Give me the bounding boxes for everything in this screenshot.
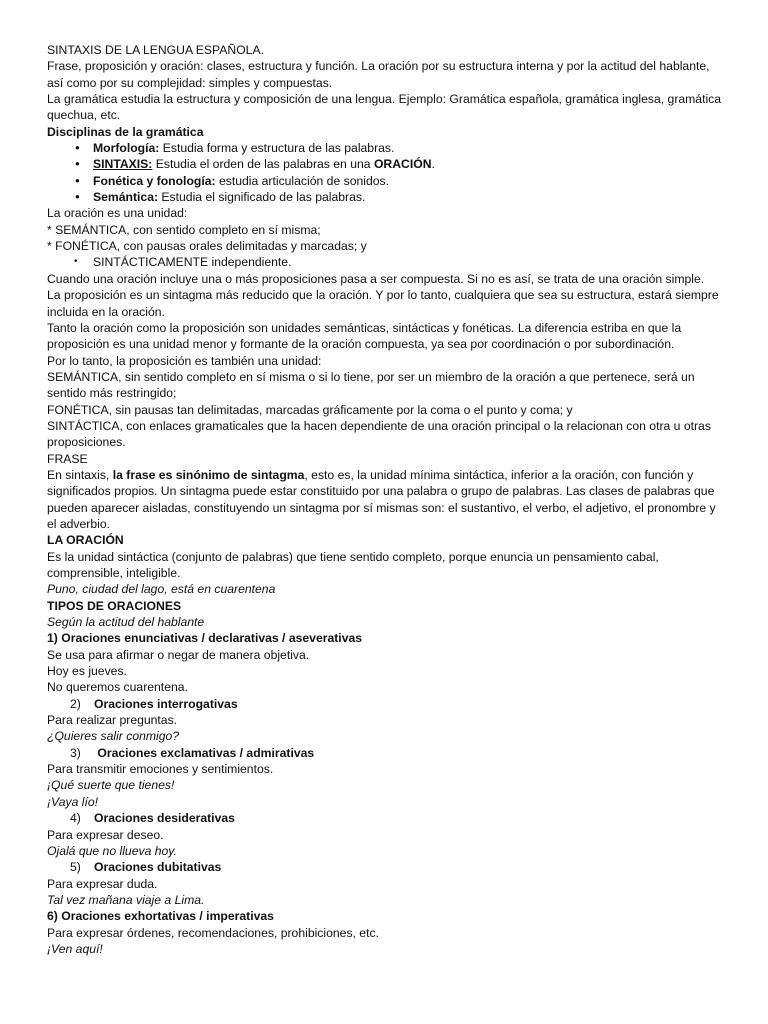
list-item-semantica [47, 189, 728, 205]
type-description: Para transmitir emociones y sentimientos. [47, 762, 274, 777]
paragraph: * SEMÁNTICA, con sentido completo en sí misma; [47, 222, 321, 237]
type-description: Para realizar preguntas. [47, 713, 178, 728]
number: 4) [70, 811, 81, 826]
number: 3) [70, 745, 81, 760]
example: Hoy es jueves. [47, 664, 127, 679]
paragraph: * FONÉTICA, con pausas orales delimitadas y marcadas; y [47, 239, 367, 254]
example: ¡Ven aquí! [47, 941, 103, 956]
example: ¿Quieres salir conmigo? [47, 729, 180, 744]
term: Semántica: [93, 190, 159, 205]
text: , esto es, la unidad mínima sintáctica, inferior a la oración, con función y significados propios. Un sintagma puede estar constituido por una palabra o grupo de palabras. Las clases de palabras que pueden aparecer aisladas, constituyendo un sintagma por sí mismas son: el sustantivo, el verbo, el adjetivo, el pronombre y el adverbio. [47, 467, 716, 531]
type-heading-5 [47, 859, 728, 875]
text: En sintaxis, [47, 467, 113, 482]
type-description: Para expresar duda. [47, 876, 158, 891]
section-heading-frase: FRASE [47, 451, 88, 466]
type-heading-4 [47, 810, 728, 826]
definition: Estudia el orden de las palabras en una [152, 157, 374, 172]
type-description: Para expresar deseo. [47, 827, 164, 842]
disciplinas-list [47, 140, 728, 205]
example: Ojalá que no llueva hoy. [47, 843, 177, 858]
type-title: Oraciones dubitativas [94, 860, 222, 875]
list-item-fonetica [47, 173, 728, 189]
number: 2) [70, 696, 81, 711]
example: No queremos cuarentena. [47, 680, 188, 695]
paragraph: Es la unidad sintáctica (conjunto de palabras) que tiene sentido completo, porque enuncia un pensamiento cabal, comprensible, inteligible. [47, 549, 659, 580]
definition: estudia articulación de sonidos. [215, 173, 390, 188]
section-heading-tipos: TIPOS DE ORACIONES [47, 598, 182, 613]
strong-word: ORACIÓN [373, 157, 432, 172]
paragraph: La oración es una unidad: [47, 206, 188, 221]
bold-text: la frase es sinónimo de sintagma [112, 467, 305, 482]
type-title: Oraciones exclamativas / admirativas [94, 745, 315, 760]
type-heading-6: 6) Oraciones exhortativas / imperativas [47, 909, 274, 924]
example: Puno, ciudad del lago, está en cuarentena [47, 582, 276, 597]
term: Morfología: [93, 141, 160, 156]
type-heading-3 [47, 745, 728, 761]
type-title: Oraciones interrogativas [94, 696, 238, 711]
paragraph: Cuando una oración incluye una o más proposiciones pasa a ser compuesta. Si no es así, se trata de una oración simple. [47, 271, 705, 286]
paragraph: Por lo tanto, la proposición es también una unidad: [47, 353, 322, 368]
number: 5) [70, 860, 81, 875]
example: ¡Qué suerte que tienes! [47, 778, 175, 793]
paragraph: Tanto la oración como la proposición son unidades semánticas, sintácticas y fonéticas. La diferencia estriba en que la proposición es una unidad menor y formante de la oración compuesta, ya sea por coordinación o por subordinación. [47, 320, 682, 352]
definition: Estudia el significado de las palabras. [158, 190, 366, 205]
subheading: Según la actitud del hablante [47, 615, 205, 630]
term: Fonética y fonología: [93, 173, 216, 188]
type-heading-2 [47, 696, 728, 712]
doc-title: SINTAXIS DE LA LENGUA ESPAÑOLA. [47, 43, 264, 57]
paragraph: La proposición es un sintagma más reducido que la oración. Y por lo tanto, cualquiera que sea su estructura, estará siempre incluida en la oración. [47, 288, 719, 319]
paragraph: SEMÁNTICA, sin sentido completo en sí misma o si lo tiene, por ser un miembro de la oración a que pertenece, será un sentido más restringido; [47, 369, 695, 401]
type-heading-1: 1) Oraciones enunciativas / declarativas / aseverativas [47, 631, 363, 646]
list-item-sintacticamente: • SINTÁCTICAMENTE independiente. [47, 254, 728, 270]
example: ¡Vaya lío! [47, 794, 99, 809]
intro-paragraph: Frase, proposición y oración: clases, estructura y función. La oración por su estructura interna y por la actitud del hablante, así como por su complejidad: simples y compuestas. [47, 59, 710, 90]
type-description: Se usa para afirmar o negar de manera objetiva. [47, 647, 310, 662]
frase-paragraph [47, 467, 728, 532]
term: SINTAXIS: [93, 157, 153, 172]
definition: Estudia forma y estructura de las palabras. [159, 141, 395, 156]
paragraph: SINTÁCTICA, con enlaces gramaticales que la hacen dependiente de una oración principal o la relacionan con otra u otras proposiciones. [47, 418, 711, 450]
paragraph: FONÉTICA, sin pausas tan delimitadas, marcadas gráficamente por la coma o el punto y coma; y [47, 402, 573, 417]
list-item-morfologia [47, 140, 728, 156]
type-title: Oraciones desiderativas [94, 811, 235, 826]
example: Tal vez mañana viaje a Lima. [47, 892, 205, 907]
disciplinas-heading: Disciplinas de la gramática [47, 124, 204, 139]
section-heading-oracion: LA ORACIÓN [47, 533, 124, 548]
grammar-definition: La gramática estudia la estructura y composición de una lengua. Ejemplo: Gramática española, gramática inglesa, gramática quechua, etc. [47, 92, 722, 123]
type-description: Para expresar órdenes, recomendaciones, prohibiciones, etc. [47, 925, 379, 940]
definition-end: . [431, 157, 435, 172]
list-item-sintaxis [47, 156, 728, 172]
